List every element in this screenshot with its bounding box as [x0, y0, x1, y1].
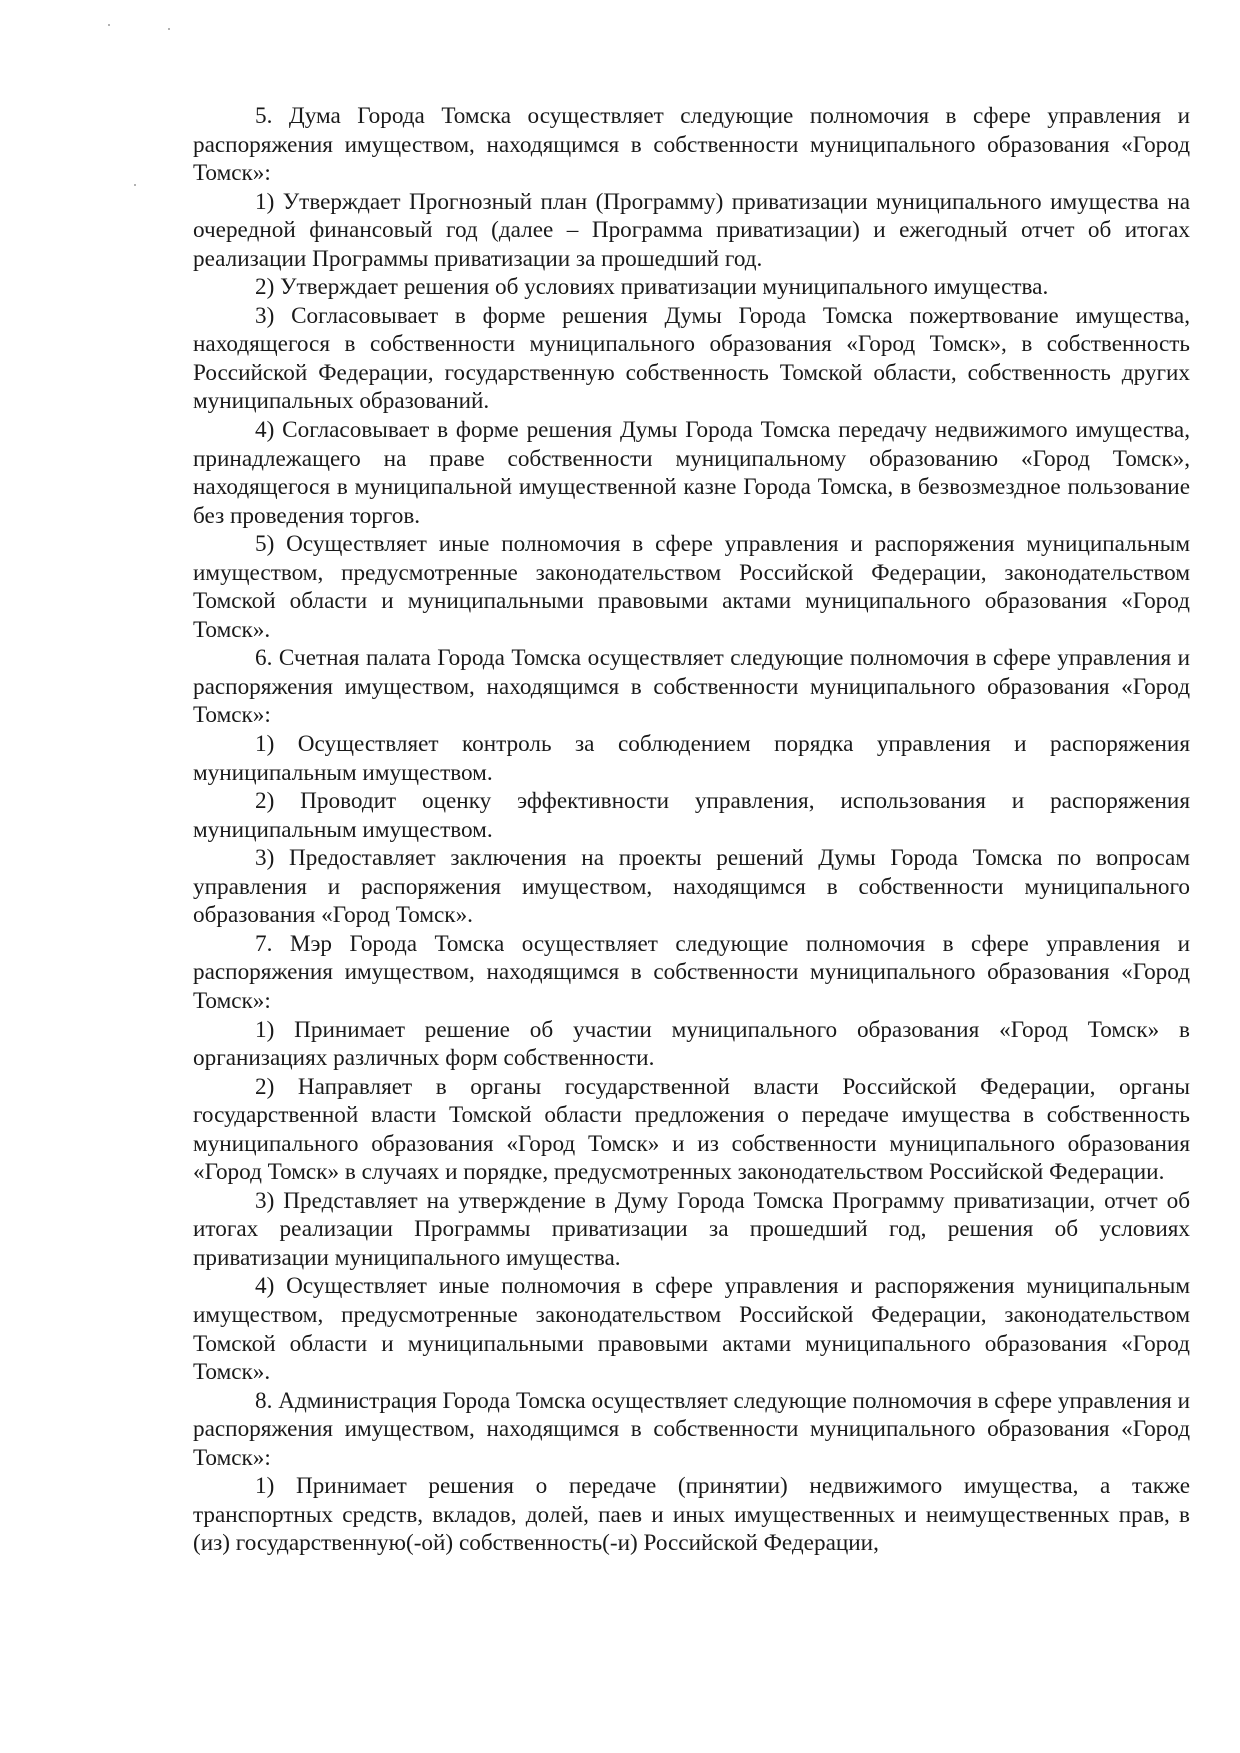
- paragraph: 3) Предоставляет заключения на проекты решений Думы Города Томска по вопросам управления и распоряжения имуществом, находящимся в собственности муниципального образования «Город Томск».: [193, 845, 1190, 929]
- paragraph: 6. Счетная палата Города Томска осуществляет следующие полномочия в сфере управления и распоряжения имуществом, находящимся в собственности муниципального образования «Город Томск»:: [193, 645, 1190, 729]
- document-body: [193, 102, 1190, 1558]
- paragraph: 2) Направляет в органы государственной власти Российской Федерации, органы государственной власти Томской области предложения о передаче имущества в собственность муниципального образования «Город Томск» и из собственности муниципального образования «Город Томск» в случаях и порядке, предусмотренных законодательством Российской Федерации.: [193, 1073, 1190, 1186]
- paragraph: 7. Мэр Города Томска осуществляет следующие полномочия в сфере управления и распоряжения имуществом, находящимся в собственности муниципального образования «Город Томск»:: [193, 930, 1190, 1014]
- paragraph: 1) Принимает решение об участии муниципального образования «Город Томск» в организациях различных форм собственности.: [193, 1016, 1190, 1072]
- paragraph: 5) Осуществляет иные полномочия в сфере управления и распоряжения муниципальным имуществом, предусмотренные законодательством Российской Федерации, законодательством Томской области и муниципальными правовыми актами муниципального образования «Город Томск».: [193, 531, 1190, 643]
- paragraph: 1) Принимает решения о передаче (принятии) недвижимого имущества, а также транспортных средств, вкладов, долей, паев и иных имущественных и неимущественных прав, в (из) государственную(-ой) собственность(-и) Российской Федерации,: [193, 1473, 1190, 1557]
- paragraph: 1) Осуществляет контроль за соблюдением порядка управления и распоряжения муниципальным имуществом.: [193, 731, 1190, 786]
- paragraph: 2) Проводит оценку эффективности управления, использования и распоряжения муниципальным имуществом.: [193, 788, 1190, 843]
- paragraph: 4) Осуществляет иные полномочия в сфере управления и распоряжения муниципальным имуществом, предусмотренные законодательством Российской Федерации, законодательством Томской области и муниципальными правовыми актами муниципального образования «Город Томск».: [193, 1273, 1190, 1386]
- paragraph: 1) Утверждает Прогнозный план (Программу) приватизации муниципального имущества на очередной финансовый год (далее – Программа приватизации) и ежегодный отчет об итогах реализации Программы приватизации за прошедший год.: [193, 188, 1190, 272]
- paragraph: 5. Дума Города Томска осуществляет следующие полномочия в сфере управления и распоряжения имуществом, находящимся в собственности муниципального образования «Город Томск»:: [193, 103, 1190, 187]
- paragraph: 4) Согласовывает в форме решения Думы Города Томска передачу недвижимого имущества, принадлежащего на праве собственности муниципальному образованию «Город Томск», находящегося в муниципальной имущественной казне Города Томска, в безвозмездное пользование без проведения торгов.: [193, 417, 1190, 529]
- paragraph: 3) Согласовывает в форме решения Думы Города Томска пожертвование имущества, находящегося в собственности муниципального образования «Город Томск», в собственность Российской Федерации, государственную собственность Томской области, собственность других муниципальных образований.: [193, 302, 1190, 415]
- scan-speck: [134, 184, 136, 186]
- scan-speck: [168, 28, 170, 30]
- paragraph: 8. Администрация Города Томска осуществляет следующие полномочия в сфере управления и распоряжения имуществом, находящимся в собственности муниципального образования «Город Томск»:: [193, 1387, 1190, 1471]
- paragraph: 2) Утверждает решения об условиях приватизации муниципального имущества.: [255, 274, 1049, 301]
- scan-speck: [108, 24, 110, 26]
- paragraph: 3) Представляет на утверждение в Думу Города Томска Программу приватизации, отчет об итогах реализации Программы приватизации за прошедший год, решения об условиях приватизации муниципального имущества.: [193, 1187, 1190, 1271]
